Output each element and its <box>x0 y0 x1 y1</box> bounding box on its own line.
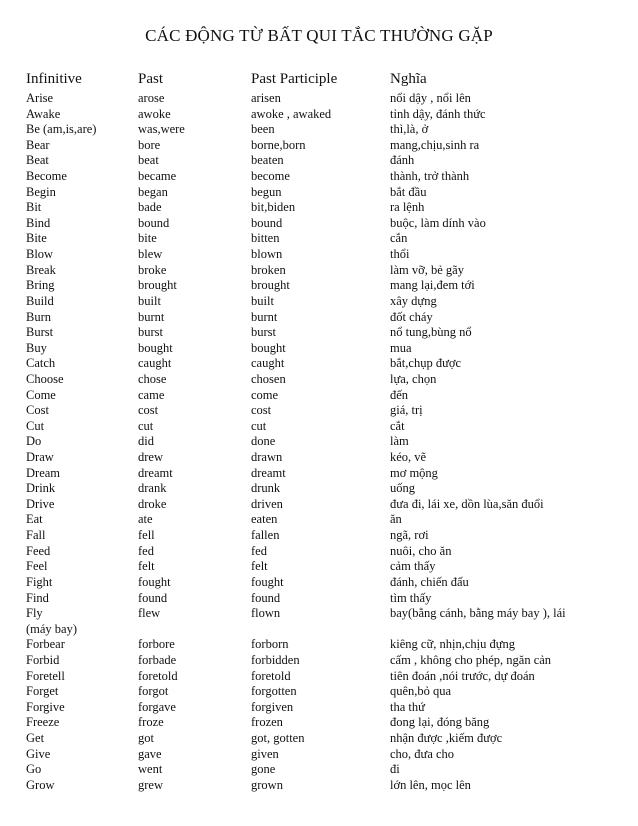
cell-meaning: bắt đầu <box>390 184 427 199</box>
cell-past-participle: burnt <box>251 309 278 324</box>
table-row <box>26 559 626 575</box>
cell-past: chose <box>138 371 167 386</box>
table-row <box>26 637 626 653</box>
header-past: Past <box>138 71 164 87</box>
cell-infinitive: Catch <box>26 356 56 371</box>
cell-infinitive: Draw <box>26 450 54 465</box>
cell-infinitive: Bring <box>26 278 55 293</box>
table-row <box>26 200 626 216</box>
cell-past: beat <box>138 153 159 168</box>
cell-infinitive: Forbear <box>26 637 65 652</box>
cell-infinitive: Fall <box>26 528 46 543</box>
header-infinitive: Infinitive <box>26 71 82 87</box>
cell-infinitive: Do <box>26 434 42 449</box>
cell-infinitive: Choose <box>26 371 64 386</box>
cell-meaning: mơ mộng <box>390 465 438 480</box>
table-row <box>26 700 626 716</box>
table-row <box>26 278 626 294</box>
cell-past-participle: found <box>251 590 281 605</box>
cell-past-participle: arisen <box>251 91 281 105</box>
cell-past-participle: cut <box>251 418 267 433</box>
cell-past-participle: got, gotten <box>251 730 305 745</box>
cell-past-participle: bit,biden <box>251 200 296 215</box>
cell-past-participle: burst <box>251 325 276 340</box>
cell-past: came <box>138 387 165 402</box>
cell-meaning: tiên đoán ,nói trước, dự đoán <box>390 668 535 683</box>
cell-meaning: làm vỡ, bẻ gãy <box>390 262 464 277</box>
cell-past: awoke <box>138 106 171 121</box>
cell-past-participle: become <box>251 169 290 184</box>
table-row <box>26 310 626 326</box>
cell-past: caught <box>138 356 172 371</box>
cell-infinitive: Forgive <box>26 699 65 714</box>
cell-past: fell <box>138 528 155 543</box>
table-row <box>26 107 626 123</box>
cell-past: began <box>138 184 168 199</box>
cell-past: forgot <box>138 684 169 699</box>
cell-past: cost <box>138 403 159 418</box>
cell-meaning: cấm , không cho phép, ngăn cản <box>390 652 552 667</box>
table-row <box>26 450 626 466</box>
cell-meaning: làm <box>390 434 409 449</box>
cell-past-participle: broken <box>251 262 286 277</box>
cell-past-participle: eaten <box>251 512 278 527</box>
cell-past-participle: foretold <box>251 668 291 683</box>
cell-infinitive: Break <box>26 262 56 277</box>
cell-meaning: ra lệnh <box>390 200 425 215</box>
cell-infinitive: Beat <box>26 153 49 168</box>
table-row <box>26 153 626 169</box>
cell-past: blew <box>138 247 163 262</box>
cell-meaning: mang,chịu,sinh ra <box>390 137 480 152</box>
cell-past: bite <box>138 231 157 246</box>
cell-infinitive: Come <box>26 387 56 402</box>
cell-meaning: bay(bằng cánh, bằng máy bay ), lái <box>390 606 566 621</box>
table-row <box>26 231 626 247</box>
cell-infinitive: Foretell <box>26 668 65 683</box>
cell-meaning: tỉnh dậy, đánh thức <box>390 106 486 121</box>
cell-infinitive: Become <box>26 169 67 184</box>
cell-past-participle: drawn <box>251 450 283 465</box>
cell-past-participle: bitten <box>251 231 280 246</box>
cell-infinitive: Feed <box>26 543 51 558</box>
cell-past-participle: beaten <box>251 153 284 168</box>
cell-past: felt <box>138 559 155 574</box>
table-row <box>26 169 626 185</box>
cell-past: droke <box>138 496 167 511</box>
cell-past-participle: bound <box>251 215 283 230</box>
cell-past: burst <box>138 325 163 340</box>
cell-past-participle: forgotten <box>251 684 297 699</box>
table-row <box>26 91 626 107</box>
cell-past: drank <box>138 481 167 496</box>
cell-meaning: đốt cháy <box>390 309 433 324</box>
table-row <box>26 263 626 279</box>
header-meaning: Nghĩa <box>390 71 427 87</box>
cell-meaning: thành, trở thành <box>390 169 470 184</box>
table-row <box>26 497 626 513</box>
cell-infinitive: Drink <box>26 481 56 496</box>
cell-meaning: nổi dậy , nổi lên <box>390 91 471 105</box>
cell-past-participle: grown <box>251 777 283 792</box>
cell-past-participle: built <box>251 293 274 308</box>
cell-past-participle: brought <box>251 278 290 293</box>
cell-infinitive: Bind <box>26 215 51 230</box>
cell-meaning: đong lại, đóng băng <box>390 715 490 730</box>
cell-infinitive: Burn <box>26 309 51 324</box>
cell-infinitive: Forbid <box>26 652 60 667</box>
cell-meaning: buộc, làm dính vào <box>390 215 486 230</box>
table-row <box>26 466 626 482</box>
cell-meaning: giá, trị <box>390 403 423 418</box>
cell-infinitive: Arise <box>26 91 54 105</box>
cell-past: brought <box>138 278 177 293</box>
cell-infinitive: Find <box>26 590 49 605</box>
table-row <box>26 669 626 685</box>
cell-past-participle: felt <box>251 559 268 574</box>
table-row <box>26 528 626 544</box>
cell-past-participle: been <box>251 122 275 137</box>
cell-past: flew <box>138 606 161 621</box>
cell-past-participle: gone <box>251 762 276 777</box>
cell-meaning: bắt,chụp được <box>390 356 462 371</box>
cell-meaning: nổ tung,bùng nổ <box>390 325 472 340</box>
cell-past: fought <box>138 574 171 589</box>
cell-meaning: nuôi, cho ăn <box>390 543 452 558</box>
cell-meaning: kéo, vẽ <box>390 450 427 465</box>
cell-past: drew <box>138 450 163 465</box>
verb-table <box>26 91 626 793</box>
cell-past-participle: caught <box>251 356 285 371</box>
cell-infinitive: Freeze <box>26 715 60 730</box>
cell-past: burnt <box>138 309 165 324</box>
cell-meaning: kiêng cữ, nhịn,chịu đựng <box>390 637 515 652</box>
cell-past: built <box>138 293 161 308</box>
cell-past: grew <box>138 777 163 792</box>
cell-infinitive: Awake <box>26 106 61 121</box>
cell-meaning: tìm thấy <box>390 590 432 605</box>
cell-infinitive: Cost <box>26 403 49 418</box>
cell-past-participle: blown <box>251 247 283 262</box>
cell-meaning: quên,bỏ qua <box>390 684 452 699</box>
cell-meaning: cắt <box>390 418 405 433</box>
cell-past-participle: driven <box>251 496 283 511</box>
cell-past: dreamt <box>138 465 173 480</box>
table-row <box>26 512 626 528</box>
cell-past: ate <box>138 512 153 527</box>
cell-past-participle: borne,born <box>251 137 306 152</box>
cell-infinitive: Bite <box>26 231 47 246</box>
table-row <box>26 762 626 778</box>
cell-past: foretold <box>138 668 178 683</box>
cell-past: forbade <box>138 652 177 667</box>
cell-infinitive: Drive <box>26 496 55 511</box>
table-row <box>26 138 626 154</box>
cell-meaning: nhận được ,kiếm được <box>390 730 503 745</box>
cell-meaning: thổi <box>390 247 410 262</box>
cell-past: broke <box>138 262 167 277</box>
cell-infinitive: Cut <box>26 418 45 433</box>
cell-meaning: cho, đưa cho <box>390 746 455 761</box>
table-row <box>26 341 626 357</box>
cell-infinitive: Build <box>26 293 54 308</box>
cell-past: found <box>138 590 168 605</box>
cell-infinitive: Get <box>26 730 45 745</box>
table-row <box>26 216 626 232</box>
cell-meaning: cắn <box>390 231 408 246</box>
table-row <box>26 247 626 263</box>
table-row <box>26 684 626 700</box>
table-row <box>26 778 626 794</box>
table-row <box>26 653 626 669</box>
cell-infinitive: Eat <box>26 512 43 527</box>
table-row <box>26 481 626 497</box>
header-past-participle: Past Participle <box>251 71 338 87</box>
table-row <box>26 544 626 560</box>
cell-meaning: thì,là, ở <box>390 122 429 137</box>
cell-past: froze <box>138 715 164 730</box>
table-row <box>26 606 626 622</box>
cell-past-participle: dreamt <box>251 465 286 480</box>
cell-infinitive: Fight <box>26 574 53 589</box>
cell-meaning: mua <box>390 340 412 355</box>
cell-infinitive: Buy <box>26 340 47 355</box>
cell-meaning: tha thứ <box>390 699 425 714</box>
table-row <box>26 388 626 404</box>
cell-past: bore <box>138 137 161 152</box>
cell-meaning: lựa, chọn <box>390 371 437 386</box>
cell-infinitive: Dream <box>26 465 61 480</box>
table-row <box>26 403 626 419</box>
cell-infinitive: Bear <box>26 137 50 152</box>
cell-past-participle: forborn <box>251 637 289 652</box>
table-row <box>26 715 626 731</box>
table-row <box>26 731 626 747</box>
cell-past-participle: drunk <box>251 481 281 496</box>
cell-past: did <box>138 434 154 449</box>
cell-infinitive: Be (am,is,are) <box>26 122 97 137</box>
cell-past-participle: fed <box>251 543 267 558</box>
cell-infinitive: Feel <box>26 559 48 574</box>
cell-past: bound <box>138 215 170 230</box>
cell-meaning: đánh, chiến đấu <box>390 574 469 589</box>
cell-past: fed <box>138 543 154 558</box>
table-row <box>26 122 626 138</box>
table-row <box>26 185 626 201</box>
cell-past: gave <box>138 746 162 761</box>
table-row <box>26 434 626 450</box>
cell-past-participle: begun <box>251 184 282 199</box>
cell-meaning: mang lại,đem tới <box>390 278 475 293</box>
table-row <box>26 622 626 638</box>
cell-past: forgave <box>138 699 176 714</box>
cell-past: got <box>138 730 154 745</box>
cell-infinitive: Burst <box>26 325 54 340</box>
cell-infinitive: Forget <box>26 684 59 699</box>
page-title: CÁC ĐỘNG TỪ BẤT QUI TẮC THƯỜNG GẶP <box>145 26 493 45</box>
cell-past-participle: chosen <box>251 371 286 386</box>
cell-past-participle: forbidden <box>251 652 300 667</box>
cell-infinitive: Give <box>26 746 51 761</box>
cell-infinitive: (máy bay) <box>26 621 78 636</box>
cell-past-participle: forgiven <box>251 699 294 714</box>
cell-past: bade <box>138 200 162 215</box>
cell-past: went <box>138 762 163 777</box>
cell-past-participle: fallen <box>251 528 280 543</box>
cell-past-participle: done <box>251 434 276 449</box>
cell-past-participle: given <box>251 746 279 761</box>
cell-past-participle: cost <box>251 403 272 418</box>
cell-meaning: đi <box>390 762 400 777</box>
cell-meaning: xây dựng <box>390 293 437 308</box>
table-row <box>26 372 626 388</box>
cell-past-participle: awoke , awaked <box>251 106 332 121</box>
cell-meaning: đánh <box>390 153 415 168</box>
cell-infinitive: Fly <box>26 606 43 621</box>
cell-past-participle: come <box>251 387 279 402</box>
cell-past: became <box>138 169 177 184</box>
cell-meaning: đến <box>390 387 409 402</box>
cell-meaning: uống <box>390 481 415 496</box>
cell-meaning: đưa đi, lái xe, dồn lùa,săn đuổi <box>390 496 544 511</box>
cell-meaning: ngã, rơi <box>390 528 429 543</box>
table-row <box>26 575 626 591</box>
cell-meaning: cảm thấy <box>390 559 436 574</box>
cell-past: was,were <box>138 122 185 137</box>
table-row <box>26 356 626 372</box>
cell-past: cut <box>138 418 154 433</box>
cell-past-participle: flown <box>251 606 281 621</box>
table-row <box>26 294 626 310</box>
cell-past: bought <box>138 340 173 355</box>
table-row <box>26 325 626 341</box>
cell-past-participle: bought <box>251 340 286 355</box>
cell-infinitive: Grow <box>26 777 55 792</box>
cell-meaning: lớn lên, mọc lên <box>390 777 471 792</box>
cell-past-participle: fought <box>251 574 284 589</box>
cell-infinitive: Begin <box>26 184 56 199</box>
cell-meaning: ăn <box>390 512 402 527</box>
table-row <box>26 419 626 435</box>
cell-past: arose <box>138 91 165 105</box>
table-row <box>26 591 626 607</box>
cell-infinitive: Blow <box>26 247 54 262</box>
table-row <box>26 747 626 763</box>
cell-past-participle: frozen <box>251 715 283 730</box>
cell-infinitive: Bit <box>26 200 42 215</box>
cell-past: forbore <box>138 637 175 652</box>
cell-infinitive: Go <box>26 762 42 777</box>
